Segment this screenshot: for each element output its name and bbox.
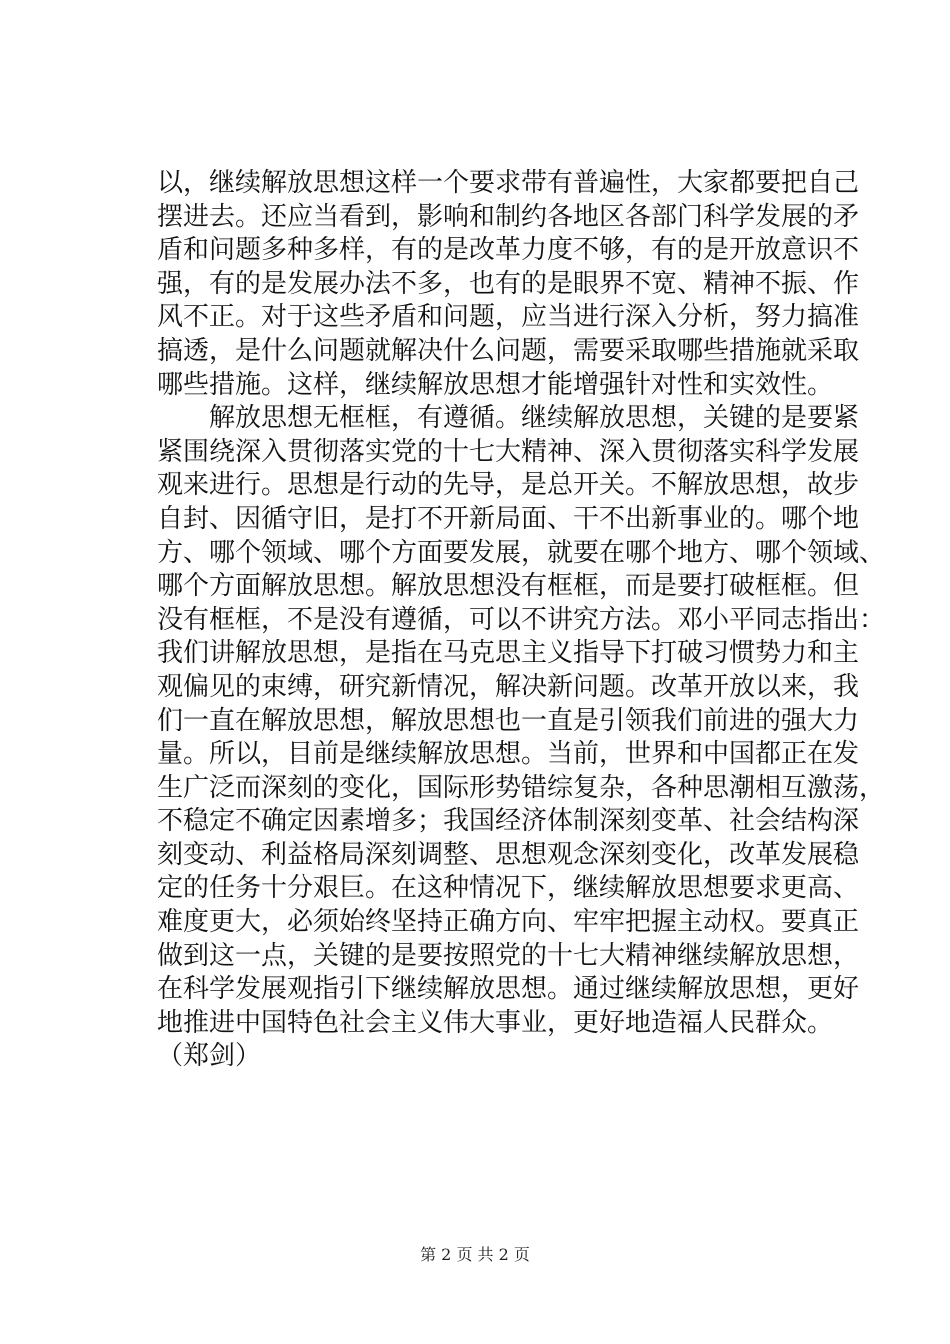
text-line: 自封、因循守旧，是打不开新局面、干不出新事业的。哪个地: [157, 503, 860, 534]
text-line: 摆进去。还应当看到，影响和制约各地区各部门科学发展的矛: [157, 201, 860, 232]
text-line: 观偏见的束缚，研究新情况，解决新问题。改革开放以来，我: [157, 671, 860, 702]
text-line: 做到这一点，关键的是要按照党的十七大精神继续解放思想，: [157, 940, 860, 971]
paragraph: [157, 402, 886, 1074]
text-line: 哪些措施。这样，继续解放思想才能增强针对性和实效性。: [157, 369, 834, 400]
text-line: 我们讲解放思想，是指在马克思主义指导下打破习惯势力和主: [157, 638, 860, 669]
text-line: 生广泛而深刻的变化，国际形势错综复杂，各种思潮相互激荡，: [157, 772, 886, 803]
text-line: 量。所以，目前是继续解放思想。当前，世界和中国都正在发: [157, 739, 860, 770]
text-line: 不稳定不确定因素增多；我国经济体制深刻变革、社会结构深: [157, 806, 860, 837]
paragraph: [157, 167, 860, 402]
text-line: 刻变动、利益格局深刻调整、思想观念深刻变化，改革发展稳: [157, 839, 860, 870]
text-line: 地推进中国特色社会主义伟大事业，更好地造福人民群众。: [157, 1007, 834, 1038]
text-line: 强，有的是发展办法不多，也有的是眼界不宽、精神不振、作: [157, 268, 860, 299]
page-footer: 第 2 页 共 2 页: [420, 1245, 530, 1264]
text-line: （郑剑）: [157, 1041, 262, 1072]
text-line: 盾和问题多种多样，有的是改革力度不够，有的是开放意识不: [157, 235, 860, 266]
text-line: 难度更大，必须始终坚持正确方向、牢牢把握主动权。要真正: [157, 907, 860, 938]
text-line: 紧围绕深入贯彻落实党的十七大精神、深入贯彻落实科学发展: [157, 436, 860, 467]
text-line: 方、哪个领域、哪个方面要发展，就要在哪个地方、哪个领域、: [157, 537, 886, 568]
text-line: 解放思想无框框，有遵循。继续解放思想，关键的是要紧: [209, 403, 860, 434]
text-line: 在科学发展观指引下继续解放思想。通过继续解放思想，更好: [157, 974, 860, 1005]
text-line: 定的任务十分艰巨。在这种情况下，继续解放思想要求更高、: [157, 873, 860, 904]
text-line: 们一直在解放思想，解放思想也一直是引领我们前进的强大力: [157, 705, 860, 736]
text-line: 以，继续解放思想这样一个要求带有普遍性，大家都要把自己: [157, 168, 860, 198]
text-line: 搞透，是什么问题就解决什么问题，需要采取哪些措施就采取: [157, 335, 860, 366]
text-line: 观来进行。思想是行动的先导，是总开关。不解放思想，故步: [157, 470, 860, 501]
body-text: [157, 167, 886, 1074]
text-line: 哪个方面解放思想。解放思想没有框框，而是要打破框框。但: [157, 571, 860, 602]
text-line: 没有框框，不是没有遵循，可以不讲究方法。邓小平同志指出：: [157, 604, 886, 635]
text-line: 风不正。对于这些矛盾和问题，应当进行深入分析，努力搞准: [157, 302, 860, 333]
